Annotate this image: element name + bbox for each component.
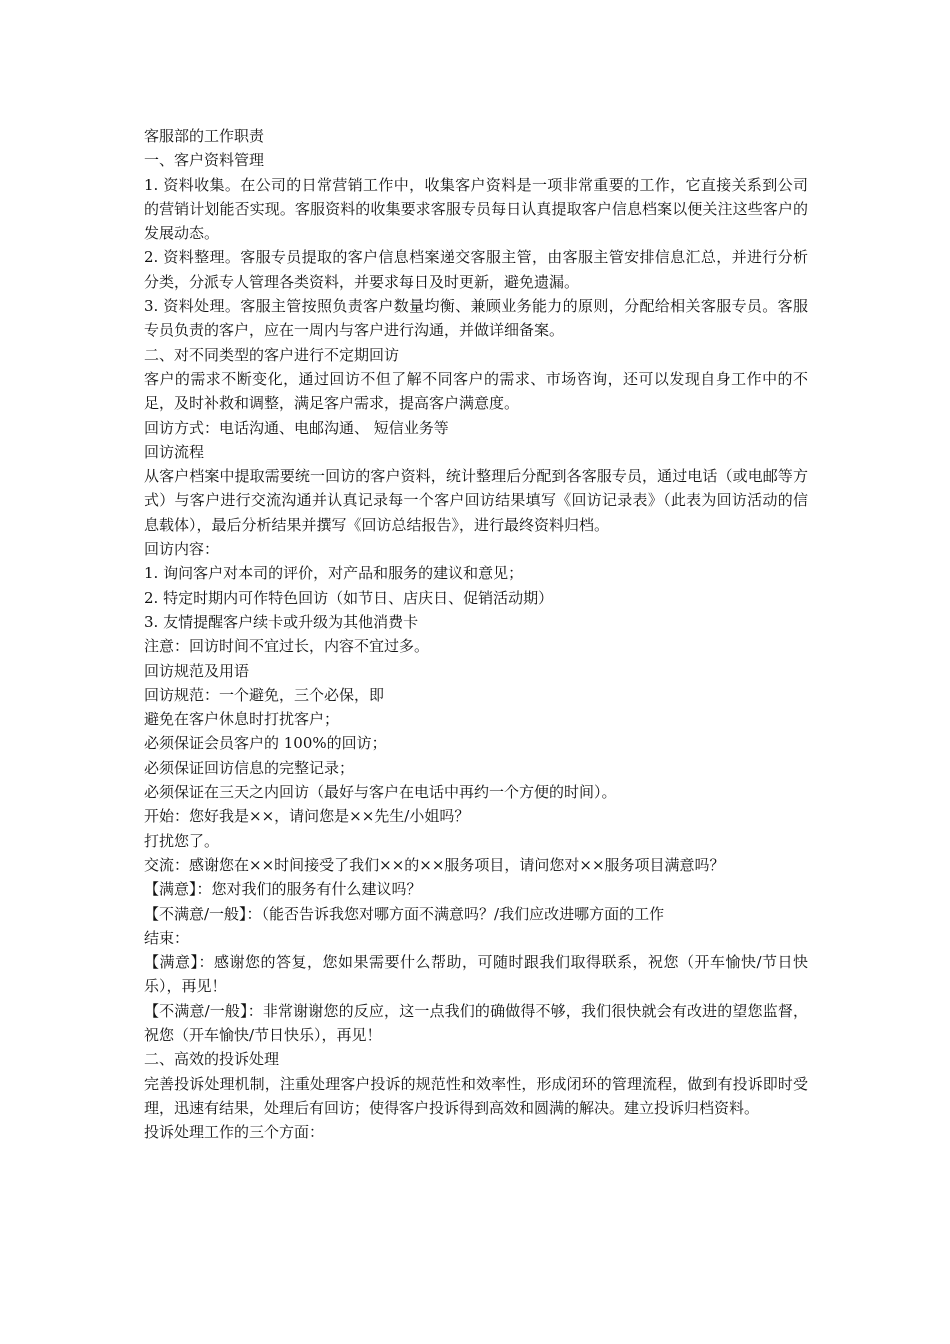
document-body (144, 124, 808, 1144)
section-heading: 一、客户资料管理 (144, 151, 265, 170)
script-line: 【满意】：您对我们的服务有什么建议吗？ (144, 880, 422, 899)
list-item: 必须保证回访信息的完整记录； (144, 758, 355, 777)
subheading: 回访内容： (144, 540, 220, 559)
list-item: 必须保证在三天之内回访（最好与客户在电话中再约一个方便的时间）。 (144, 783, 617, 802)
paragraph: 回访方式：电话沟通、电邮沟通、 短信业务等 (144, 418, 449, 437)
paragraph: 客户的需求不断变化，通过回访不但了解不同客户的需求、市场咨询，还可以发现自身工作中的不足，及时补救和调整，满足客户需求，提高客户满意度。 (144, 369, 808, 413)
subheading: 回访流程 (144, 442, 205, 461)
paragraph: 回访规范：一个避免，三个必保，即 (144, 685, 385, 704)
script-line: 【不满意/一般】：（能否告诉我您对哪方面不满意吗？/我们应改进哪方面的工作 (144, 904, 665, 923)
list-item: 必须保证会员客户的 100%的回访； (144, 734, 387, 753)
script-line: 打扰您了。 (144, 831, 220, 850)
paragraph: 1. 资料收集。在公司的日常营销工作中，收集客户资料是一项非常重要的工作，它直接关系到公司的营销计划能否实现。客服资料的收集要求客服专员每日认真提取客户信息档案以便关注这些客户的发展动态。 (144, 175, 808, 243)
paragraph: 3. 资料处理。客服主管按照负责客户数量均衡、兼顾业务能力的原则，分配给相关客服专员。客服专员负责的客户，应在一周内与客户进行沟通，并做详细备案。 (144, 297, 808, 340)
note: 注意：回访时间不宜过长，内容不宜过多。 (144, 637, 430, 656)
section-heading: 二、高效的投诉处理 (144, 1050, 280, 1069)
paragraph: 从客户档案中提取需要统一回访的客户资料，统计整理后分配到各客服专员，通过电话（或电邮等方式）与客户进行交流沟通并认真记录每一个客户回访结果填写《回访记录表》（此表为回访活动的信息载体），最后分析结果并撰写《回访总结报告》，进行最终资料归档。 (144, 467, 808, 534)
list-item: 1. 询问客户对本司的评价，对产品和服务的建议和意见； (144, 564, 524, 583)
subheading: 回访规范及用语 (144, 661, 250, 680)
list-item: 3. 友情提醒客户续卡或升级为其他消费卡 (144, 612, 419, 631)
document-title: 客服部的工作职责 (144, 127, 265, 145)
script-line: 开始：您好我是××，请问您是××先生/小姐吗？ (144, 807, 470, 826)
paragraph: 投诉处理工作的三个方面： (144, 1123, 325, 1142)
list-item: 避免在客户休息时打扰客户； (144, 710, 340, 729)
script-line: 【满意】：感谢您的答复，您如果需要什么帮助，可随时跟我们取得联系，祝您（开车愉快/节日快乐），再见！ (144, 953, 808, 996)
list-item: 2. 特定时期内可作特色回访（如节日、店庆日、促销活动期） (144, 588, 554, 607)
script-line: 结束： (144, 928, 190, 947)
paragraph: 2. 资料整理。客服专员提取的客户信息档案递交客服主管，由客服主管安排信息汇总，并进行分析分类，分派专人管理各类资料，并要求每日及时更新，避免遗漏。 (144, 248, 808, 291)
script-line: 【不满意/一般】：非常谢谢您的反应，这一点我们的确做得不够，我们很快就会有改进的望您监督，祝您（开车愉快/节日快乐），再见！ (144, 1001, 808, 1044)
script-line: 交流：感谢您在××时间接受了我们××的××服务项目，请问您对××服务项目满意吗？ (144, 855, 725, 874)
paragraph: 完善投诉处理机制，注重处理客户投诉的规范性和效率性，形成闭环的管理流程，做到有投诉即时受理，迅速有结果，处理后有回访；使得客户投诉得到高效和圆满的解决。建立投诉归档资料。 (144, 1074, 808, 1117)
section-heading: 二、对不同类型的客户进行不定期回访 (144, 345, 400, 364)
